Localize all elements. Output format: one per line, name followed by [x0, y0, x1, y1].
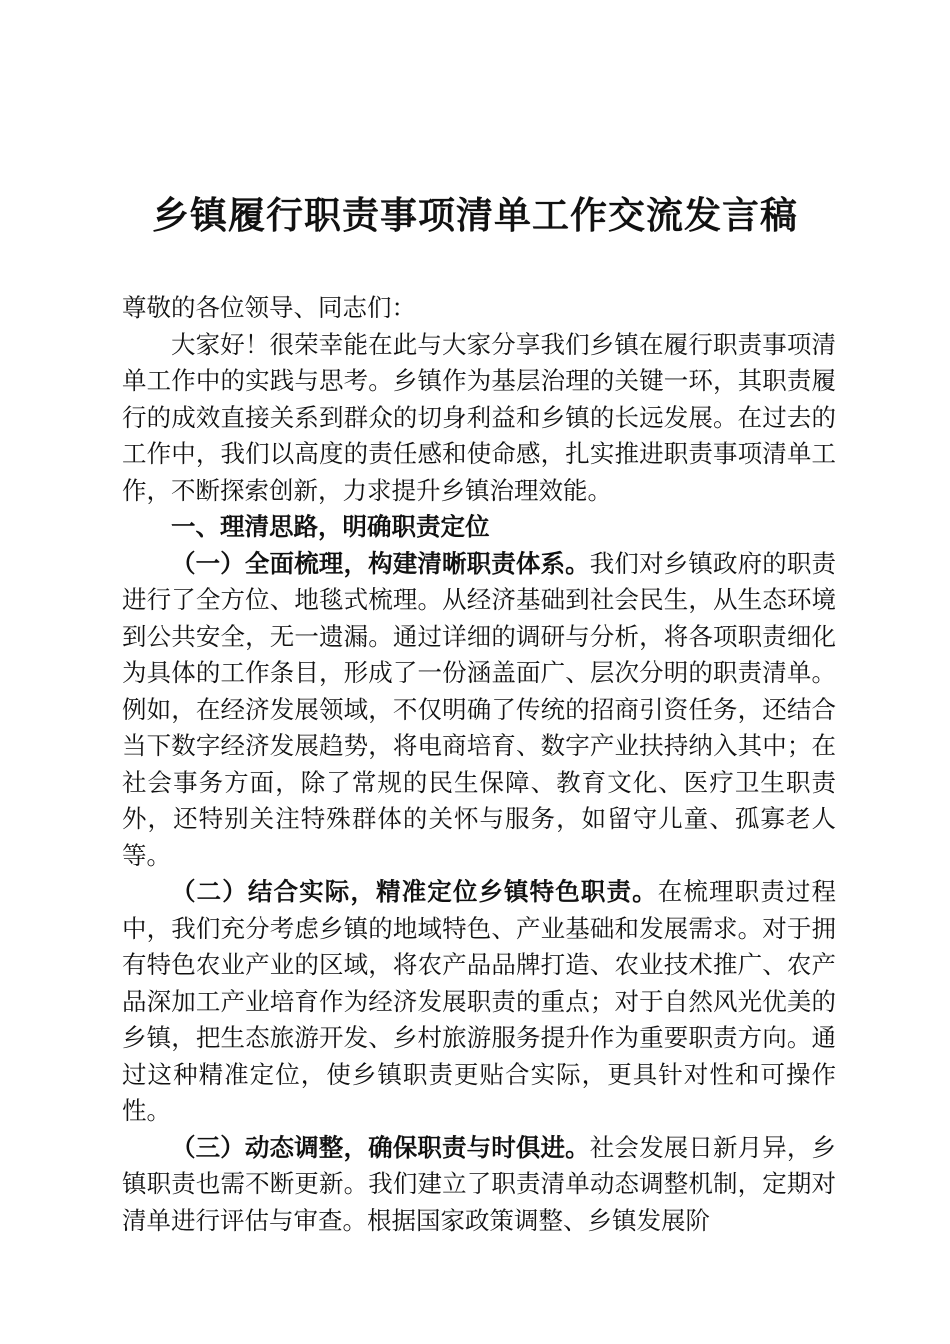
salutation: 尊敬的各位领导、同志们：: [122, 293, 416, 322]
section-paragraph-2: [122, 874, 836, 1130]
section-heading: 一、理清思路，明确职责定位: [171, 512, 490, 541]
intro-paragraph: 大家好！很荣幸能在此与大家分享我们乡镇在履行职责事项清单工作中的实践与思考。乡镇作为基层治理的关键一环，其职责履行的成效直接关系到群众的切身利益和乡镇的长远发展。在过去的工作中，我们以高度的责任感和使命感，扎实推进职责事项清单工作，不断探索创新，力求提升乡镇治理效能。: [122, 329, 836, 505]
paragraph-lead: （二）结合实际，精准定位乡镇特色职责。: [171, 877, 658, 906]
section-paragraph-3: [122, 1130, 836, 1240]
paragraph-text: 我们对乡镇政府的职责进行了全方位、地毯式梳理。从经济基础到社会民生，从生态环境到公共安全，无一遗漏。通过详细的调研与分析，将各项职责细化为具体的工作条目，形成了一份涵盖面广、层次分明的职责清单。例如，在经济发展领域，不仅明确了传统的招商引资任务，还结合当下数字经济发展趋势，将电商培育、数字产业扶持纳入其中；在社会事务方面，除了常规的民生保障、教育文化、医疗卫生职责外，还特别关注特殊群体的关怀与服务，如留守儿童、孤寡老人等。: [122, 548, 837, 870]
section-paragraph-1: [122, 546, 836, 875]
paragraph-lead: （一）全面梳理，构建清晰职责体系。: [171, 548, 590, 578]
paragraph-lead: （三）动态调整，确保职责与时俱进。: [171, 1132, 590, 1162]
document-body: [122, 290, 836, 1239]
paragraph-text: 社会发展日新月异，乡镇职责也需不断更新。我们建立了职责清单动态调整机制，定期对清单进行评估与审查。根据国家政策调整、乡镇发展阶: [122, 1132, 837, 1235]
document-title: 乡镇履行职责事项清单工作交流发言稿: [152, 193, 798, 237]
paragraph-text: 在梳理职责过程中，我们充分考虑乡镇的地域特色、产业基础和发展需求。对于拥有特色农业产业的区域，将农产品品牌打造、农业技术推广、农产品深加工产业培育作为经济发展职责的重点；对于自然风光优美的乡镇，把生态旅游开发、乡村旅游服务提升作为重要职责方向。通过这种精准定位，使乡镇职责更贴合实际，更具针对性和可操作性。: [122, 877, 837, 1125]
